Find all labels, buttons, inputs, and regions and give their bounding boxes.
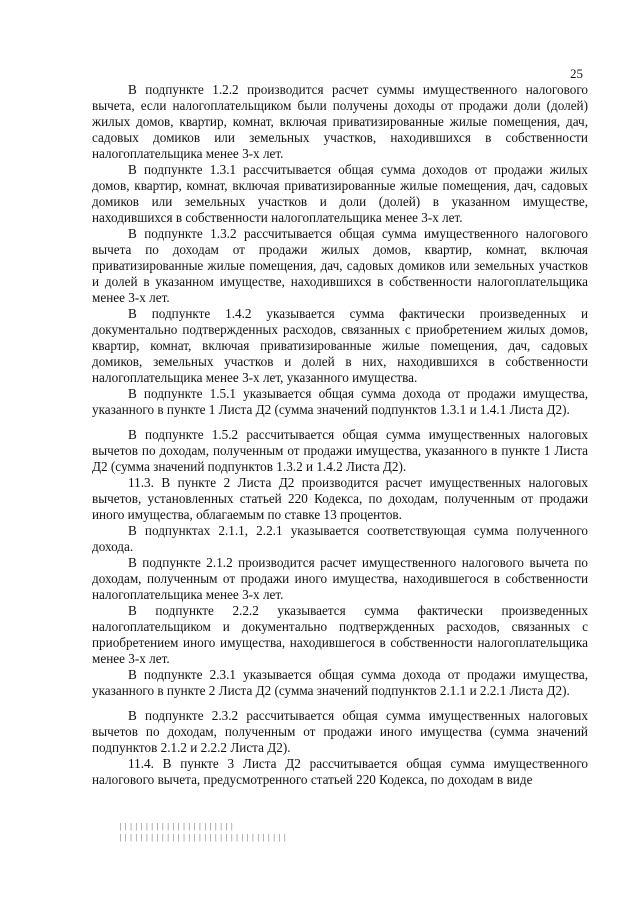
paragraph: В подпункте 1.5.1 указывается общая сумма дохода от продажи имущества, указанного в пункте 1 Листа Д2 (сумма значений подпунктов 1.3.1 и 1.4.1 Листа Д2). [92, 386, 588, 417]
paragraph: В подпункте 2.2.2 указывается сумма фактически произведенных налогоплательщиком и документально подтвержденных расходов, связанных с приобретением иного имущества, находившегося в собственности налогоплательщика менее 3-х лет. [92, 603, 588, 666]
paragraph: В подпункте 1.3.2 рассчитывается общая сумма имущественного налогового вычета по доходам от продажи жилых домов, квартир, комнат, включая приватизированные жилые помещения, дач, садовых домиков или земельных участков и долей в указанном имуществе, находившихся в собственности налогоплательщика менее 3-х лет. [92, 226, 588, 305]
paragraph: В подпункте 1.2.2 производится расчет суммы имущественного налогового вычета, если налогоплательщиком были получены доходы от продажи доли (долей) жилых домов, квартир, комнат, включая приватизированные жилые помещения, дач, садовых домиков или земельных участков, находившихся в собственности налогоплательщика менее 3-х лет. [92, 82, 588, 161]
paragraph: В подпункте 2.3.2 рассчитывается общая сумма имущественных налоговых вычетов по доходам, полученным от продажи иного имущества (сумма значений подпунктов 2.1.2 и 2.2.2 Листа Д2). [92, 708, 588, 755]
paragraph: В подпункте 2.1.2 производится расчет имущественного налогового вычета по доходам, полученным от продажи иного имущества, находившегося в собственности налогоплательщика менее 3-х лет. [92, 555, 588, 602]
paragraph: В подпункте 2.3.1 указывается общая сумма дохода от продажи имущества, указанного в пункте 2 Листа Д2 (сумма значений подпунктов 2.1.1 и 2.2.1 Листа Д2). [92, 667, 588, 698]
paragraph: В подпункте 1.5.2 рассчитывается общая сумма имущественных налоговых вычетов по доходам, полученным от продажи имущества, указанного в пункте 1 Листа Д2 (сумма значений подпунктов 1.3.2 и 1.4.2 Листа Д2). [92, 427, 588, 474]
footer-stamp-line: |||||||||||||||||||||||||||||||| [118, 834, 288, 843]
paragraph: В подпункте 1.3.1 рассчитывается общая сумма доходов от продажи жилых домов, квартир, комнат, включая приватизированные жилые помещения, дач, садовых домиков или земельных участков и доли (долей) в указанном имуществе, находившихся в собственности налогоплательщика менее 3-х лет. [92, 162, 588, 225]
paragraph: В подпунктах 2.1.1, 2.2.1 указывается соответствующая сумма полученного дохода. [92, 523, 588, 554]
paragraph: 11.4. В пункте 3 Листа Д2 рассчитывается общая сумма имущественного налогового вычета, предусмотренного статьей 220 Кодекса, по доходам в виде [92, 756, 588, 787]
document-body [92, 82, 588, 788]
paragraph: 11.3. В пункте 2 Листа Д2 производится расчет имущественных налоговых вычетов, установленных статьей 220 Кодекса, по доходам, полученным от продажи иного имущества, облагаемым по ставке 13 процентов. [92, 475, 588, 522]
page-number: 25 [570, 66, 583, 81]
paragraph: В подпункте 1.4.2 указывается сумма фактически произведенных и документально подтвержденных расходов, связанных с приобретением жилых домов, квартир, комнат, включая приватизированные жилые помещения, дач, садовых домиков, земельных участков и долей в них, находившихся в собственности налогоплательщика менее 3-х лет, указанного имущества. [92, 306, 588, 385]
footer-stamp [118, 822, 288, 844]
footer-stamp-line: |||||||||||||||||||||| [118, 823, 235, 832]
